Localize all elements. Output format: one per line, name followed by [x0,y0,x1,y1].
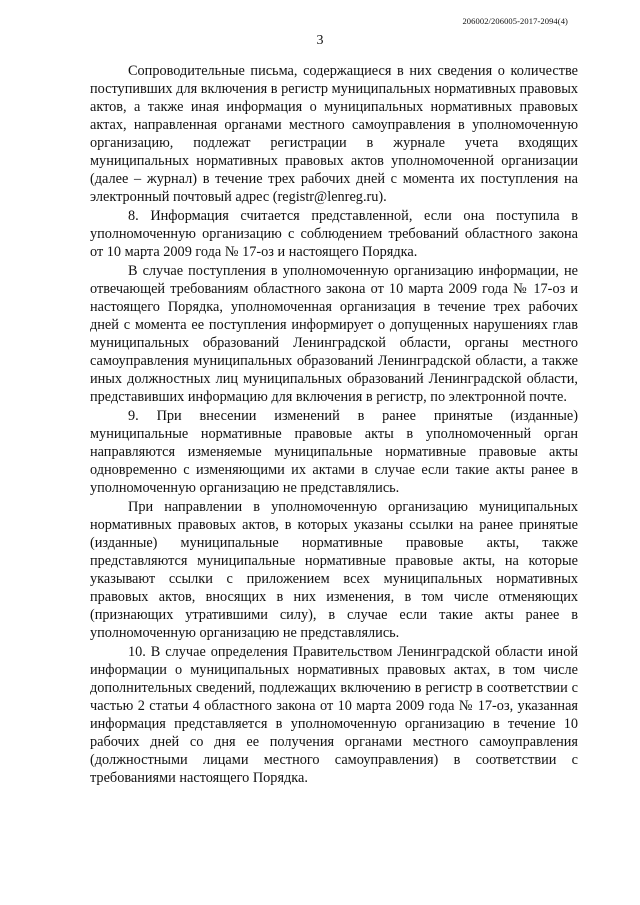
paragraph-nonconforming-info: В случае поступления в уполномоченную организацию информации, не отвечающей требованиям областного закона от 10 марта 2009 года № 17-оз и настоящего Порядка, уполномоченная организация в течение трех рабочих дней с момента ее поступления информирует о допущенных нарушениях глав муниципальных образований Ленинградской области, органы местного самоуправления муниципальных образований Ленинградской области, а также иных должностных лиц муниципальных образований Ленинградской области, представивших информацию для включения в регистр, по электронной почте. [90,263,578,405]
page-number: 3 [316,33,324,48]
paragraph-clause-10: 10. В случае определения Правительством Ленинградской области иной информации о муниципальных нормативных правовых актах, в том числе дополнительных сведений, подлежащих включению в регистр в соответствии с частью 2 статьи 4 областного закона от 10 марта 2009 года № 17-оз, указанная информация представляется в уполномоченную организацию в течение 10 рабочих дней со дня ее получения органами местного самоуправления (должностными лицами местного самоуправления) в соответствии с требованиями настоящего Порядка. [90,644,578,786]
paragraph-clause-8: 8. Информация считается представленной, если она поступила в уполномоченную организацию с соблюдением требований областного закона от 10 марта 2009 года № 17-оз и настоящего Порядка. [90,208,578,260]
document-body [90,62,578,787]
paragraph-referenced-acts: При направлении в уполномоченную организацию муниципальных нормативных правовых актов, в которых указаны ссылки на ранее принятые (изданные) муниципальные нормативные правовые акты, также представляются муниципальные нормативные правовые акты, на которые указывают ссылки с приложением всех муниципальных нормативных правовых актов, вносящих в них изменения, в том числе отменяющих (признающих утратившими силу), в случае если такие акты ранее в уполномоченную организацию не представлялись. [90,499,578,641]
paragraph-letters-registration: Сопроводительные письма, содержащиеся в них сведения о количестве поступивших для включения в регистр муниципальных нормативных правовых актов, а также иная информация о муниципальных нормативных правовых актах, направленная органами местного самоуправления в уполномоченную организацию, подлежат регистрации в журнале учета входящих муниципальных нормативных правовых актов уполномоченной организации (далее – журнал) в течение трех рабочих дней с момента их поступления на электронный почтовый адрес (registr@lenreg.ru). [90,63,578,205]
paragraph-clause-9: 9. При внесении изменений в ранее принятые (изданные) муниципальные нормативные правовые акты в уполномоченный орган направляются изменяемые муниципальные нормативные правовые акты одновременно с изменяющими их актами в случае если такие акты ранее в уполномоченную организацию не представлялись. [90,408,578,496]
document-id: 206002/206005-2017-2094(4) [462,16,568,26]
